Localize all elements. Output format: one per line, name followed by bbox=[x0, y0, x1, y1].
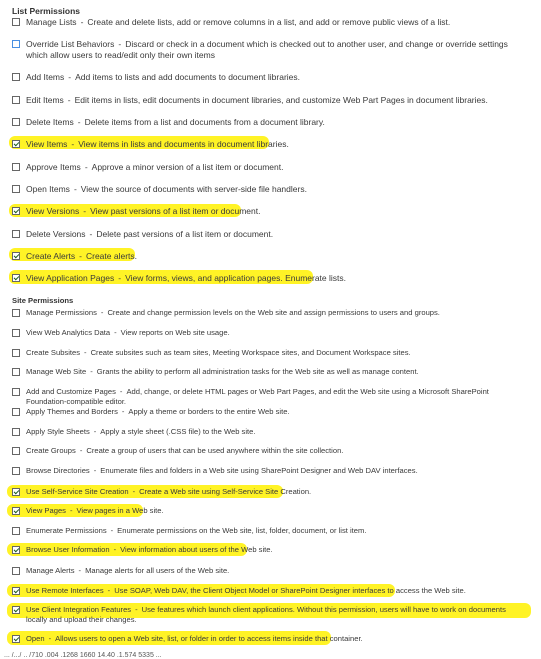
perm-edit-items: Edit Items - Edit items in lists, edit documents in document libraries, and customize Web Part Pages in document libraries. bbox=[12, 95, 527, 106]
perm-browse-directories: Browse Directories - Enumerate files and folders in a Web site using SharePoint Designer and Web DAV interfaces. bbox=[12, 466, 527, 476]
perm-apply-style-sheets: Apply Style Sheets - Apply a style sheet (.CSS file) to the Web site. bbox=[12, 427, 527, 437]
checkbox[interactable] bbox=[12, 118, 20, 126]
perm-desc: View information about users of the Web site. bbox=[120, 545, 273, 554]
perm-desc: Grants the ability to perform all administration tasks for the Web site as well as manage content. bbox=[96, 367, 419, 376]
perm-name: Delete Versions bbox=[26, 229, 86, 239]
perm-desc: View the source of documents with server-side file handlers. bbox=[80, 184, 307, 194]
perm-desc: Apply a style sheet (.CSS file) to the Web site. bbox=[100, 427, 256, 436]
perm-manage-web-site: Manage Web Site - Grants the ability to perform all administration tasks for the Web site as well as manage content. bbox=[12, 367, 527, 377]
perm-manage-lists: Manage Lists - Create and delete lists, add or remove columns in a list, and add or remove public views of a list. bbox=[12, 17, 527, 28]
perm-view-pages: View Pages - View pages in a Web site. bbox=[12, 506, 527, 516]
checkbox[interactable] bbox=[12, 40, 20, 48]
checkbox[interactable] bbox=[12, 185, 20, 193]
perm-name: Delete Items bbox=[26, 117, 74, 127]
checkbox-checked[interactable] bbox=[12, 252, 20, 260]
perm-browse-user-information: Browse User Information - View information about users of the Web site. bbox=[12, 545, 527, 555]
perm-name: Open Items bbox=[26, 184, 70, 194]
perm-name: Manage Alerts bbox=[26, 566, 75, 575]
perm-desc: View items in lists and documents in document libraries. bbox=[78, 139, 289, 149]
perm-open: Open - Allows users to open a Web site, list, or folder in order to access items inside that container. bbox=[12, 634, 527, 644]
perm-create-groups: Create Groups - Create a group of users that can be used anywhere within the site collection. bbox=[12, 446, 527, 456]
perm-approve-items: Approve Items - Approve a minor version of a list item or document. bbox=[12, 162, 527, 173]
perm-name: Edit Items bbox=[26, 95, 64, 105]
checkbox-checked[interactable] bbox=[12, 140, 20, 148]
perm-name: Add and Customize Pages bbox=[26, 387, 116, 396]
checkbox[interactable] bbox=[12, 467, 20, 475]
perm-open-items: Open Items - View the source of documents with server-side file handlers. bbox=[12, 184, 527, 195]
perm-desc: View past versions of a list item or document. bbox=[90, 206, 261, 216]
perm-name: Manage Lists bbox=[26, 17, 77, 27]
perm-name: Manage Permissions bbox=[26, 308, 97, 317]
checkbox-checked[interactable] bbox=[12, 507, 20, 515]
perm-name: Create Groups bbox=[26, 446, 76, 455]
perm-self-service-site-creation: Use Self-Service Site Creation - Create a Web site using Self-Service Site Creation. bbox=[12, 487, 527, 497]
checkbox[interactable] bbox=[12, 428, 20, 436]
perm-desc: View forms, views, and application pages. Enumerate lists. bbox=[125, 273, 347, 283]
perm-name: View Pages bbox=[26, 506, 66, 515]
perm-desc: Enumerate permissions on the Web site, list, folder, document, or list item. bbox=[117, 526, 367, 535]
checkbox[interactable] bbox=[12, 408, 20, 416]
perm-name: Use Client Integration Features bbox=[26, 605, 132, 614]
checkbox-checked[interactable] bbox=[12, 207, 20, 215]
perm-name: Create Subsites bbox=[26, 348, 81, 357]
perm-add-customize-pages: Add and Customize Pages - Add, change, or delete HTML pages or Web Part Pages, and edit the Web site using a Microsoft SharePoint Foundation-compatible editor. bbox=[12, 387, 527, 407]
perm-desc: Create a group of users that can be used anywhere within the site collection. bbox=[86, 446, 344, 455]
perm-desc: Edit items in lists, edit documents in document libraries, and customize Web Part Pages in document libraries. bbox=[74, 95, 488, 105]
checkbox[interactable] bbox=[12, 163, 20, 171]
perm-enumerate-permissions: Enumerate Permissions - Enumerate permissions on the Web site, list, folder, document, or list item. bbox=[12, 526, 527, 536]
perm-view-items: View Items - View items in lists and documents in document libraries. bbox=[12, 139, 527, 150]
perm-name: Approve Items bbox=[26, 162, 81, 172]
perm-desc: Enumerate files and folders in a Web site using SharePoint Designer and Web DAV interfaces. bbox=[100, 466, 418, 475]
perm-name: Open bbox=[26, 634, 45, 643]
checkbox[interactable] bbox=[12, 447, 20, 455]
perm-desc: Create a Web site using Self-Service Site Creation. bbox=[139, 487, 312, 496]
checkbox-checked[interactable] bbox=[12, 587, 20, 595]
perm-add-items: Add Items - Add items to lists and add documents to document libraries. bbox=[12, 72, 527, 83]
list-permissions-title: List Permissions bbox=[12, 6, 81, 16]
cut-off-text: ... /.../ .. /710 .004 .1268 1660 14.40 .1.574 5335 ... bbox=[4, 652, 162, 659]
perm-delete-versions: Delete Versions - Delete past versions of a list item or document. bbox=[12, 229, 527, 240]
perm-view-versions: View Versions - View past versions of a list item or document. bbox=[12, 206, 527, 217]
perm-name: Add Items bbox=[26, 72, 65, 82]
perm-name: Browse Directories bbox=[26, 466, 90, 475]
perm-manage-alerts: Manage Alerts - Manage alerts for all users of the Web site. bbox=[12, 566, 527, 576]
perm-create-subsites: Create Subsites - Create subsites such as team sites, Meeting Workspace sites, and Document Workspace sites. bbox=[12, 348, 527, 358]
perm-desc: View pages in a Web site. bbox=[76, 506, 164, 515]
perm-desc: Use SOAP, Web DAV, the Client Object Model or SharePoint Designer interfaces to access the Web site. bbox=[114, 586, 466, 595]
checkbox-checked[interactable] bbox=[12, 606, 20, 614]
site-permissions-title: Site Permissions bbox=[12, 296, 74, 305]
perm-name: Apply Style Sheets bbox=[26, 427, 90, 436]
checkbox-checked[interactable] bbox=[12, 274, 20, 282]
perm-desc: Create alerts. bbox=[85, 251, 138, 261]
perm-desc: Apply a theme or borders to the entire Web site. bbox=[128, 407, 290, 416]
checkbox[interactable] bbox=[12, 527, 20, 535]
perm-view-application-pages: View Application Pages - View forms, views, and application pages. Enumerate lists. bbox=[12, 273, 527, 284]
checkbox[interactable] bbox=[12, 96, 20, 104]
perm-name: Use Self-Service Site Creation bbox=[26, 487, 129, 496]
perm-name: View Items bbox=[26, 139, 68, 149]
perm-name: Apply Themes and Borders bbox=[26, 407, 118, 416]
perm-desc: Add, change, or delete HTML pages or Web Part Pages, and edit the Web site using a Microsoft SharePoint Foundation-compatible editor. bbox=[26, 387, 489, 406]
perm-desc: Create and change permission levels on the Web site and assign permissions to users and groups. bbox=[107, 308, 440, 317]
perm-desc: Create subsites such as team sites, Meeting Workspace sites, and Document Workspace sites. bbox=[90, 348, 411, 357]
perm-desc: Delete items from a list and documents from a document library. bbox=[84, 117, 325, 127]
perm-desc: Delete past versions of a list item or document. bbox=[96, 229, 274, 239]
perm-name: Manage Web Site bbox=[26, 367, 87, 376]
perm-use-client-integration: Use Client Integration Features - Use features which launch client applications. Without this permission, users will have to work on documents locally and upload their changes. bbox=[12, 605, 527, 625]
perm-name: Override List Behaviors bbox=[26, 39, 115, 49]
perm-name: Browse User Information bbox=[26, 545, 110, 554]
checkbox[interactable] bbox=[12, 18, 20, 26]
perm-desc: Use features which launch client applications. Without this permission, users will have to work on documents locally and upload their changes. bbox=[26, 605, 506, 624]
perm-desc: Create and delete lists, add or remove columns in a list, and add or remove public views of a list. bbox=[87, 17, 451, 27]
checkbox[interactable] bbox=[12, 309, 20, 317]
checkbox-checked[interactable] bbox=[12, 488, 20, 496]
perm-delete-items: Delete Items - Delete items from a list and documents from a document library. bbox=[12, 117, 527, 128]
perm-view-web-analytics: View Web Analytics Data - View reports on Web site usage. bbox=[12, 328, 527, 338]
checkbox[interactable] bbox=[12, 73, 20, 81]
perm-create-alerts: Create Alerts - Create alerts. bbox=[12, 251, 527, 262]
perm-desc: View reports on Web site usage. bbox=[120, 328, 230, 337]
checkbox-checked[interactable] bbox=[12, 546, 20, 554]
perm-desc: Add items to lists and add documents to document libraries. bbox=[75, 72, 301, 82]
perm-desc: Discard or check in a document which is checked out to another user, and change or override settings which allow users to read/edit only their own items bbox=[26, 39, 508, 60]
checkbox[interactable] bbox=[12, 567, 20, 575]
checkbox[interactable] bbox=[12, 349, 20, 357]
perm-name: View Application Pages bbox=[26, 273, 115, 283]
perm-name: Create Alerts bbox=[26, 251, 76, 261]
checkbox[interactable] bbox=[12, 329, 20, 337]
perm-use-remote-interfaces: Use Remote Interfaces - Use SOAP, Web DAV, the Client Object Model or SharePoint Designer interfaces to access the Web site. bbox=[12, 586, 527, 596]
perm-desc: Manage alerts for all users of the Web site. bbox=[85, 566, 230, 575]
perm-name: View Versions bbox=[26, 206, 80, 216]
checkbox[interactable] bbox=[12, 368, 20, 376]
perm-name: Enumerate Permissions bbox=[26, 526, 107, 535]
perm-name: Use Remote Interfaces bbox=[26, 586, 104, 595]
perm-name: View Web Analytics Data bbox=[26, 328, 111, 337]
perm-apply-themes: Apply Themes and Borders - Apply a theme or borders to the entire Web site. bbox=[12, 407, 527, 417]
checkbox[interactable] bbox=[12, 388, 20, 396]
perm-manage-permissions: Manage Permissions - Create and change permission levels on the Web site and assign permissions to users and groups. bbox=[12, 308, 527, 318]
checkbox[interactable] bbox=[12, 230, 20, 238]
perm-desc: Allows users to open a Web site, list, or folder in order to access items inside that container. bbox=[55, 634, 363, 643]
perm-override-list-behaviors: Override List Behaviors - Discard or check in a document which is checked out to another user, and change or override settings which allow users to read/edit only their own items bbox=[12, 39, 527, 61]
perm-desc: Approve a minor version of a list item or document. bbox=[91, 162, 284, 172]
checkbox-checked[interactable] bbox=[12, 635, 20, 643]
